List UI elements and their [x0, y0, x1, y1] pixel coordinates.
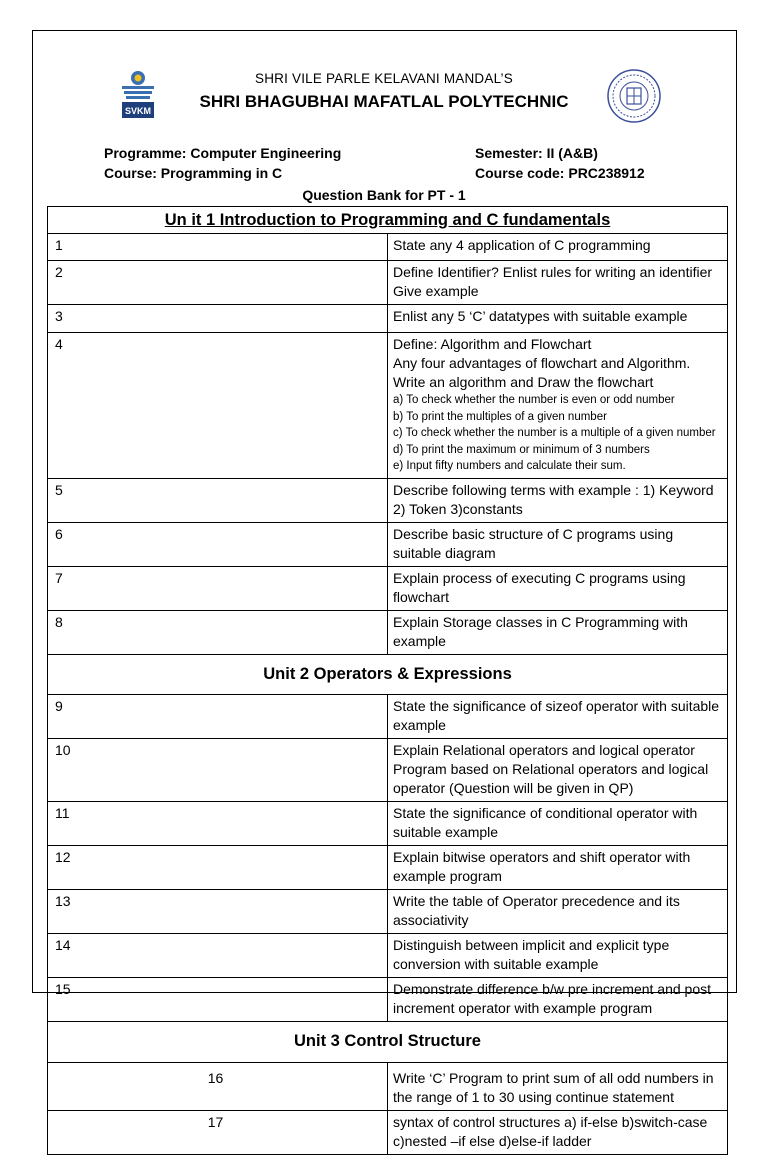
sub-question: d) To print the maximum or minimum of 3 numbers	[393, 443, 650, 456]
unit-header-row	[48, 207, 728, 234]
question-number: 12	[48, 845, 388, 889]
table-row	[48, 1110, 728, 1154]
table-row	[48, 933, 728, 977]
question-number: 13	[48, 889, 388, 933]
question-number: 14	[48, 933, 388, 977]
question-number: 5	[48, 478, 388, 522]
semester-label: Semester: II (A&B)	[475, 145, 598, 161]
unit-1-title: Un it 1 Introduction to Programming and C fundamentals	[48, 207, 728, 234]
question-text: Demonstrate difference b/w pre increment and post increment operator with example program	[388, 977, 728, 1021]
question-text: State any 4 application of C programming	[388, 234, 728, 261]
table-row	[48, 694, 728, 738]
unit-2-title: Unit 2 Operators & Expressions	[48, 654, 728, 694]
table-row	[48, 261, 728, 305]
question-line: Define: Algorithm and Flowchart	[393, 336, 592, 352]
table-row	[48, 333, 728, 479]
table-row	[48, 977, 728, 1021]
question-number: 9	[48, 694, 388, 738]
org-name: SHRI VILE PARLE KELAVANI MANDAL’S	[255, 71, 513, 86]
table-row	[48, 478, 728, 522]
question-text: Explain bitwise operators and shift operator with example program	[388, 845, 728, 889]
question-text	[388, 333, 728, 479]
course-code-label: Course code: PRC238912	[475, 165, 645, 181]
question-text: syntax of control structures a) if-else b)switch-case c)nested –if else d)else-if ladder	[388, 1110, 728, 1154]
table-row	[48, 305, 728, 333]
question-text: Define Identifier? Enlist rules for writing an identifier Give example	[388, 261, 728, 305]
question-text: Enlist any 5 ‘C’ datatypes with suitable example	[388, 305, 728, 333]
question-bank-table	[47, 206, 728, 1155]
question-line: Program based on Relational operators and logical operator (Question will be given in QP)	[393, 760, 709, 796]
question-text: Write the table of Operator precedence and its associativity	[388, 889, 728, 933]
question-text: Explain Storage classes in C Programming with example	[388, 610, 728, 654]
unit-3-title: Unit 3 Control Structure	[48, 1021, 728, 1062]
question-line: Any four advantages of flowchart and Algorithm.	[393, 355, 691, 371]
sub-question: e) Input fifty numbers and calculate their sum.	[393, 460, 626, 472]
question-number: 4	[48, 333, 388, 479]
question-number: 10	[48, 738, 388, 801]
question-number: 16	[48, 1062, 388, 1110]
svg-text:SVKM: SVKM	[124, 106, 152, 116]
table-row	[48, 522, 728, 566]
sub-question: c) To check whether the number is a multiple of a given number	[393, 427, 716, 439]
course-label: Course: Programming in C	[104, 165, 283, 181]
question-number: 3	[48, 305, 388, 333]
institute-name: SHRI BHAGUBHAI MAFATLAL POLYTECHNIC	[199, 92, 569, 111]
question-text: Describe following terms with example : 1) Keyword 2) Token 3)constants	[388, 478, 728, 522]
unit-header-row	[48, 1021, 728, 1062]
sub-question: a) To check whether the number is even or odd number	[393, 394, 675, 406]
table-row	[48, 610, 728, 654]
question-number: 11	[48, 801, 388, 845]
question-text: Write ‘C’ Program to print sum of all odd numbers in the range of 1 to 30 using continue statement	[388, 1062, 728, 1110]
question-text: Explain process of executing C programs using flowchart	[388, 566, 728, 610]
programme-label: Programme: Computer Engineering	[104, 145, 342, 161]
question-text: State the significance of sizeof operator with suitable example	[388, 694, 728, 738]
table-row	[48, 1062, 728, 1110]
question-number: 6	[48, 522, 388, 566]
question-text	[388, 738, 728, 801]
question-number: 15	[48, 977, 388, 1021]
table-row	[48, 234, 728, 261]
question-bank-title: Question Bank for PT - 1	[302, 187, 466, 203]
sub-question: b) To print the multiples of a given number	[393, 410, 607, 423]
table-row	[48, 566, 728, 610]
question-line: Explain Relational operators and logical operator	[393, 741, 695, 758]
question-text: State the significance of conditional operator with suitable example	[388, 801, 728, 845]
question-text: Describe basic structure of C programs using suitable diagram	[388, 522, 728, 566]
table-row	[48, 889, 728, 933]
table-row	[48, 845, 728, 889]
table-row	[48, 801, 728, 845]
question-text: Distinguish between implicit and explicit type conversion with suitable example	[388, 933, 728, 977]
question-number: 17	[48, 1110, 388, 1154]
question-number: 8	[48, 610, 388, 654]
question-line: Write an algorithm and Draw the flowchart	[393, 374, 654, 390]
question-number: 2	[48, 261, 388, 305]
table-row	[48, 738, 728, 801]
question-number: 7	[48, 566, 388, 610]
question-number: 1	[48, 234, 388, 261]
unit-header-row	[48, 654, 728, 694]
